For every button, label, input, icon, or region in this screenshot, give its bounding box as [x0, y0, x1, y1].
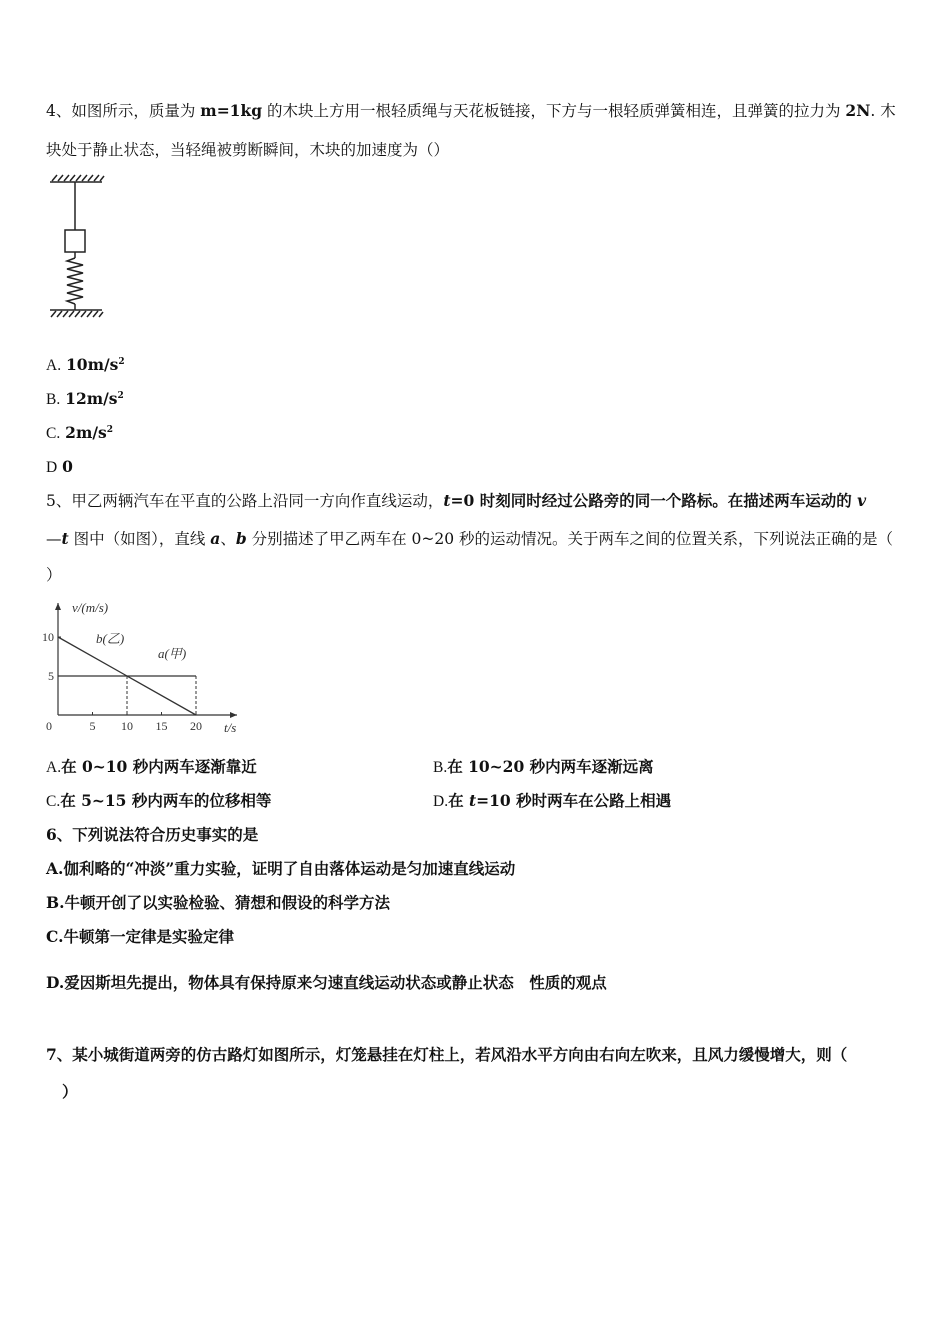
option-exponent: 2 [106, 425, 113, 435]
q5-option-a[interactable] [46, 757, 257, 778]
option-var: t [468, 791, 477, 810]
option-text: =10 秒时两车在公路上相遇 [476, 791, 672, 810]
option-text: 伽利略的“冲淡”重力实验，证明了自由落体运动是匀加速直线运动 [63, 859, 516, 878]
q5-option-b[interactable] [433, 757, 654, 778]
q4-force: 2N [845, 101, 871, 120]
option-value: 2m/s [65, 423, 107, 442]
q4-option-d[interactable] [46, 457, 73, 478]
q5-var: t [443, 491, 451, 510]
y-tick-label: 10 [42, 630, 54, 644]
option-value: 10m/s [66, 355, 119, 374]
x-tick-label: 10 [121, 719, 133, 733]
y-axis-arrow [55, 603, 61, 610]
q5-var: t [61, 529, 69, 548]
x-tick-label: 15 [155, 719, 168, 733]
option-value: 12m/s [65, 389, 118, 408]
option-label: C. [46, 793, 61, 810]
q4-option-a[interactable] [46, 355, 125, 376]
option-label: C. [46, 425, 61, 442]
q4-text: 的木块上方用一根轻质绳与天花板链接，下方与一根轻质弹簧相连，且弹簧的拉力为 [262, 102, 846, 120]
q5-line-1 [46, 491, 866, 511]
q4-text: . 木 [870, 102, 896, 120]
series-label-a: a(甲) [158, 646, 187, 661]
q5-text: =0 时刻同时经过公路旁的同一个路标。在描述两车运动的 [450, 491, 858, 510]
x-tick-label: 20 [190, 719, 202, 733]
q6-option-d[interactable] [46, 973, 607, 993]
q5-var: b [235, 529, 247, 548]
option-label: B. [46, 893, 65, 912]
option-text: 牛顿第一定律是实验定律 [63, 927, 234, 946]
option-text: 在 5~15 秒内两车的位移相等 [60, 791, 272, 810]
option-label: B. [46, 391, 61, 408]
x-tick-label: 5 [89, 719, 96, 733]
option-value: 0 [62, 457, 73, 476]
option-label: D. [433, 793, 449, 810]
x-axis-arrow [230, 712, 237, 718]
rope-block-spring-figure [47, 172, 107, 322]
x-tick-label: 0 [46, 719, 52, 733]
option-text: 在 10~20 秒内两车逐渐远离 [447, 757, 654, 776]
q5-line-3: ） [46, 566, 62, 584]
q4-mass: m=1kg [200, 101, 263, 120]
option-label: D. [46, 973, 65, 992]
q5-option-c[interactable] [46, 791, 271, 812]
q4-option-b[interactable] [46, 389, 124, 410]
option-label: A. [46, 759, 62, 776]
q6-option-b[interactable] [46, 893, 390, 913]
q7-line-2: ） [62, 1082, 78, 1101]
option-exponent: 2 [117, 391, 124, 401]
option-text: 在 [448, 791, 469, 810]
q5-option-d[interactable] [433, 791, 671, 812]
q4-line-2: 块处于静止状态，当轻绳被剪断瞬间，木块的加速度为（） [46, 141, 450, 159]
q5-text: 、 [220, 530, 236, 548]
q5-text: 分别描述了甲乙两车在 0~20 秒的运动情况。关于两车之间的位置关系，下列说法正确的是（ [246, 530, 894, 548]
q5-text: 5、甲乙两辆汽车在平直的公路上沿同一方向作直线运动， [46, 492, 444, 510]
option-text: 牛顿开创了以实验检验、猜想和假设的科学方法 [64, 893, 391, 912]
option-label: D [46, 459, 58, 476]
option-exponent: 2 [118, 357, 125, 367]
q5-line-2 [46, 529, 893, 549]
q5-text: — [46, 530, 62, 548]
x-axis-label: t/s [224, 720, 237, 735]
option-text: 爱因斯坦先提出，物体具有保持原来匀速直线运动状态或静止状态 性质的观点 [64, 973, 607, 992]
q5-var: a [210, 529, 221, 548]
option-label: A. [46, 357, 62, 374]
q5-text: 图中（如图），直线 [68, 530, 211, 548]
q4-line-1 [46, 101, 896, 121]
vt-chart [42, 595, 252, 740]
option-label: A. [46, 859, 64, 878]
q4-text: 4、如图所示，质量为 [46, 102, 201, 120]
y-tick-label: 5 [48, 669, 54, 683]
y-axis-label: v/(m/s) [72, 600, 109, 615]
q6-option-c[interactable] [46, 927, 234, 947]
option-text: 在 0~10 秒内两车逐渐靠近 [61, 757, 257, 776]
option-label: C. [46, 927, 64, 946]
q6-title: 6、下列说法符合历史事实的是 [46, 825, 259, 844]
q5-var: v [857, 491, 867, 510]
option-label: B. [433, 759, 448, 776]
q7-line-1: 7、某小城街道两旁的仿古路灯如图所示，灯笼悬挂在灯柱上，若风沿水平方向由右向左吹来，且风力缓慢增大，则（ [46, 1045, 848, 1064]
series-label-b: b(乙) [96, 631, 125, 646]
q4-option-c[interactable] [46, 423, 113, 444]
q6-option-a[interactable] [46, 859, 515, 879]
